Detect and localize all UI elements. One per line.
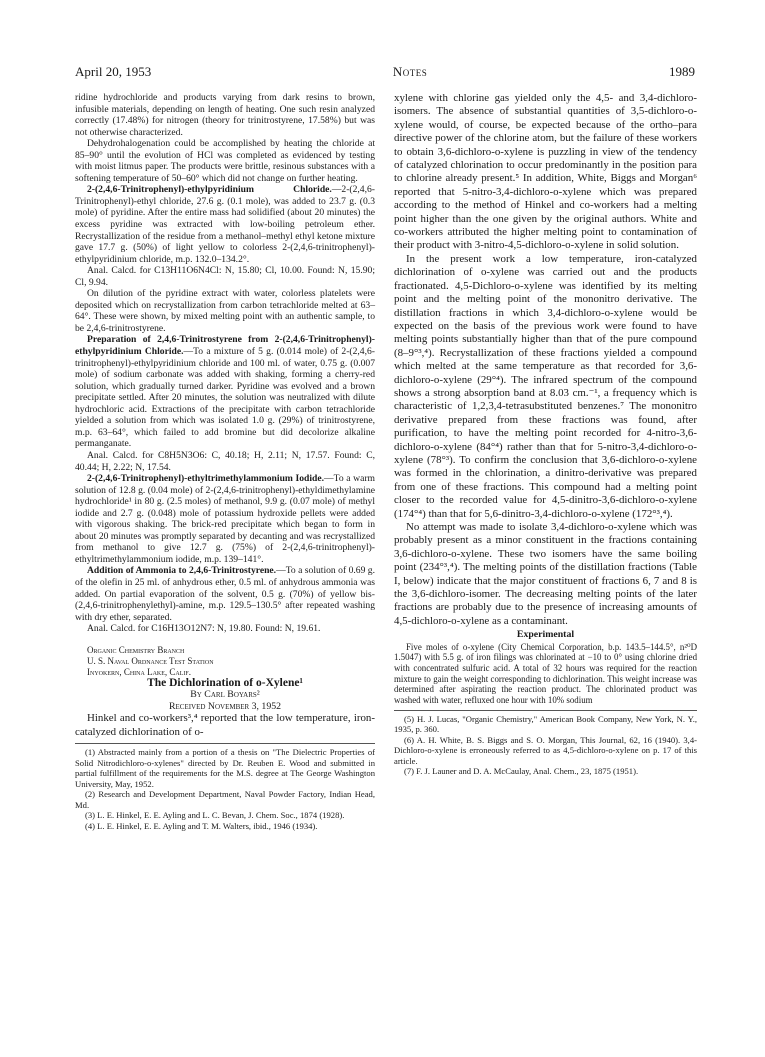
article-intro: Hinkel and co-workers³,⁴ reported that the low temperature, iron-catalyzed dichlorination of o- [75,712,375,738]
subsection-heading: 2-(2,4,6-Trinitrophenyl)-ethylpyridinium Chloride. [87,184,332,196]
subsection-heading: 2-(2,4,6-Trinitrophenyl)-ethyltrimethylammonium Iodide. [87,473,325,485]
right-column [394,92,697,777]
analysis-line: Anal. Calcd. for C13H11O6N4Cl: N, 15.80; Cl, 10.00. Found: N, 15.90; Cl, 9.94. [75,265,375,288]
section-heading: Experimental [516,629,575,641]
section-name: Notes [392,64,428,79]
paragraph: Five moles of o-xylene (City Chemical Corporation, b.p. 143.5–144.5°, n²⁰D 1.5047) with 5.5 g. of iron filings was chlorinated at −10 to 0° using chlorine dried with concentrated sulfuric acid. A total of 32 hours was required for the reaction mixture to gain the weight corresponding to dichlorination. This weight increase was determined after aspirating the reaction product. The chlorinated product was washed with water, refluxed one hour with 10% sodium [394,641,697,706]
paragraph: ridine hydrochloride and products varying from dark resins to brown, infusible materials, depending on length of heating. One such resin analyzed correctly (17.48%) for nitrogen (theory for trinitrostyrene, 17.58%) but was not otherwise characterized. [75,92,375,138]
footnote: (2) Research and Development Department, Naval Powder Factory, Indian Head, Md. [75,789,375,810]
running-head [75,64,695,82]
affiliation-line: Inyokern, China Lake, Calif. [87,666,191,677]
paragraph: xylene with chlorine gas yielded only the 4,5- and 3,4-dichloro-isomers. The absence of substantial quantities of 3,5-dichloro-o-xylene would, of course, be expected because of the ortho–para directive power of the chlorine atom, but the failure of these workers to obtain 3,6-dichloro-o-xylene is puzzling in view of the tendency of catalyzed chlorination to occur predominantly in the position para to chlorine already present.⁵ In addition, White, Biggs and Morgan⁶ reported that 5-nitro-3,4-dichloro-o-xylene which was prepared according to the method of Hinkel and co-workers had a melting point higher than the one given by the original authors. White and co-workers attributed the higher melting point to contamination of their product with 3-nitro-4,5-dichloro-o-xylene in solid solution. [394,92,697,252]
paragraph-text: —To a warm solution of 12.8 g. (0.04 mole) of 2-(2,4,6-trinitrophenyl)-ethyldimethylamine hydrochloride¹ in 80 g. (2.5 moles) of methanol, 9.9 g. (0.07 mole) of methyl iodide and 2.7 g. (0.048) mole of potassium hydroxide pellets were added with vigorous shaking. The brick-red precipitate which began to form in about 20 minutes was promptly separated by decanting and was recrystallized from methanol to give 12.7 g. (75%) of 2-(2,4,6-trinitrophenyl)-ethyltrimethylammonium iodide, m.p. 139–141°. [75,473,375,565]
received-date: Received November 3, 1952 [168,700,282,712]
footnote: (5) H. J. Lucas, "Organic Chemistry," American Book Company, New York, N. Y., 1935, p. 360. [394,713,697,735]
paragraph-text: —2-(2,4,6-Trinitrophenyl)-ethyl chloride, 27.6 g. (0.1 mole), was added to 23.7 g. (0.3 mole) of pyridine. After the entire mass had solidified (about 20 minutes) the excess pyridine was extracted with low-boiling petroleum ether. Recrystallization of the residue from a methanol–methyl ethyl ketone mixture gave 17.7 g. (50%) of light yellow to colorless 2-(2,4,6-trinitrophenyl)-ethylpyridinium chloride, m.p. 132.0–134.2°. [75,184,375,265]
footnotes [75,743,375,831]
paragraph: On dilution of the pyridine extract with water, colorless platelets were deposited which on recrystallization from carbon tetrachloride melted at 63–64°. These were shown, by mixed melting point with an authentic sample, to be 2,4,6-trinitrostyrene. [75,288,375,334]
subsection-heading: Addition of Ammonia to 2,4,6-Trinitrostyrene. [87,565,277,577]
subsection-heading: Preparation of 2,4,6-Trinitrostyrene from 2-(2,4,6-Trinitrophenyl)-ethylpyridinium Chloride. [75,334,375,358]
paragraph: No attempt was made to isolate 3,4-dichloro-o-xylene which was probably present as a minor constituent in the fractions containing 3,6-dichloro-o-xylene. These two isomers have the same boiling point (234°³,⁴). The melting points of the distillation fractions (Table I, below) indicate that the major constituent of fractions 6, 7 and 8 is the 3,6-dichloro-isomer. The decreasing melting points of the later fractions are probably due to the presence of increasing amounts of 4,5-dichloro-o-xylene as a contaminant. [394,521,697,627]
paragraph [75,473,375,565]
analysis-line: Anal. Calcd. for C16H13O12N7: N, 19.80. Found: N, 19.61. [87,623,321,635]
paragraph: Dehydrohalogenation could be accomplished by heating the chloride at 85–90° until the evolution of HCl was completed as evidenced by testing with moist litmus paper. The products were brittle, resinous substances with a softening temperature of 50–60° which did not change on further heating. [75,138,375,184]
paragraph [75,334,375,449]
paragraph [75,565,375,623]
footnote: (7) F. J. Launer and D. A. McCaulay, Anal. Chem., 23, 1875 (1951). [404,766,639,777]
footnotes [394,710,697,777]
footnote: (3) L. E. Hinkel, E. E. Ayling and L. C. Bevan, J. Chem. Soc., 1874 (1928). [85,810,345,821]
article-title: The Dichlorination of o-Xylene¹ [147,676,303,689]
affiliation-line: Organic Chemistry Branch [87,644,185,655]
paragraph-text: —To a mixture of 5 g. (0.014 mole) of 2-(2,4,6-trinitrophenyl)-ethylpyridinium chloride and 100 ml. of water, 0.75 g. (0.007 mole) of sodium carbonate was added with shaking, forming a cherry-red solution, which gradually turned darker. Pyridine was evolved and a brown precipitate settled. After 20 minutes, the solution was neutralized with dilute hydrochloric acid. Extractions of the precipitate with carbon tetrachloride yielded a solution from which was isolated 1.0 g. (29%) of trinitrostyrene, m.p. 63–64°, which failed to add bromine but did decolorize alkaline permanganate. [75,346,375,450]
page-number: 1989 [669,64,695,79]
affiliation-line: U. S. Naval Ordnance Test Station [87,655,214,666]
analysis-line: Anal. Calcd. for C8H5N3O6: C, 40.18; H, 2.11; N, 17.57. Found: C, 40.44; H, 2.22; N, 17.54. [75,449,375,473]
paragraph: In the present work a low temperature, iron-catalyzed dichlorination of o-xylene was carried out and the products fractionated. 4,5-Dichloro-o-xylene was identified by its melting point and the melting point of the mononitro derivative. The distillation fractions in which 3,4-dichloro-o-xylene would be expected on the basis of the previous work were found to have melting points substantially higher than that of the pure compound (8–9°³,⁴). Recrystallization of these fractions yielded a compound which melted at the same temperature as that recorded for 3,6-dichloro-o-xylene (29°⁴). The infrared spectrum of the compound shows a strong absorption band at 8.03 cm.⁻¹, a frequency which is characteristic of 1,2,3,4-tetrasubstituted benzenes.⁷ The mononitro derivative prepared from these fractions was found, after purification, to have the melting point recorded for 4-nitro-3,6-dichloro-o-xylene (84°⁴) rather than that for 5-nitro-3,4-dichloro-o-xylene (78°³). To confirm the conclusion that 3,6-dichloro-o-xylene was formed in the chlorination, a dinitro-derivative was prepared from one of these fractions. This compound had a melting point closer to the recorded value for 4,5-dinitro-3,6-dichloro-o-xylene (174°⁴) than that for 5,6-dinitro-3,4-dichloro-o-xylene (172°³,⁴). [394,252,697,520]
footnote: (1) Abstracted mainly from a portion of a thesis on "The Dielectric Properties of Solid Nitrodichloro-o-xylenes" directed by Dr. Reuben E. Wood and submitted in partial fulfillment of the requirements for the M.S. degree at The George Washington University, May, 1952. [75,747,375,789]
footnote: (6) A. H. White, B. S. Biggs and S. O. Morgan, This Journal, 62, 16 (1940). 3,4-Dichloro-o-xylene is erroneously referred to as 4,5-dichloro-o-xylene on p. 17 of this article. [394,734,697,766]
left-column [75,92,375,831]
byline: By Carl Boyars² [190,689,260,701]
issue-date: April 20, 1953 [75,64,152,79]
footnote: (4) L. E. Hinkel, E. E. Ayling and T. M. Walters, ibid., 1946 (1934). [85,820,318,831]
paragraph-text: —To a solution of 0.69 g. of the olefin in 25 ml. of anhydrous ether, 0.5 ml. of anhydrous ammonia was added. On partial evaporation of the solvent, 0.5 g. (70%) of yellow bis-(2,4,6-trinitrophenylethyl)-amine, m.p. 129.5–130.5° after repeated washing with dry ether, separated. [75,565,375,623]
paragraph [75,184,375,265]
